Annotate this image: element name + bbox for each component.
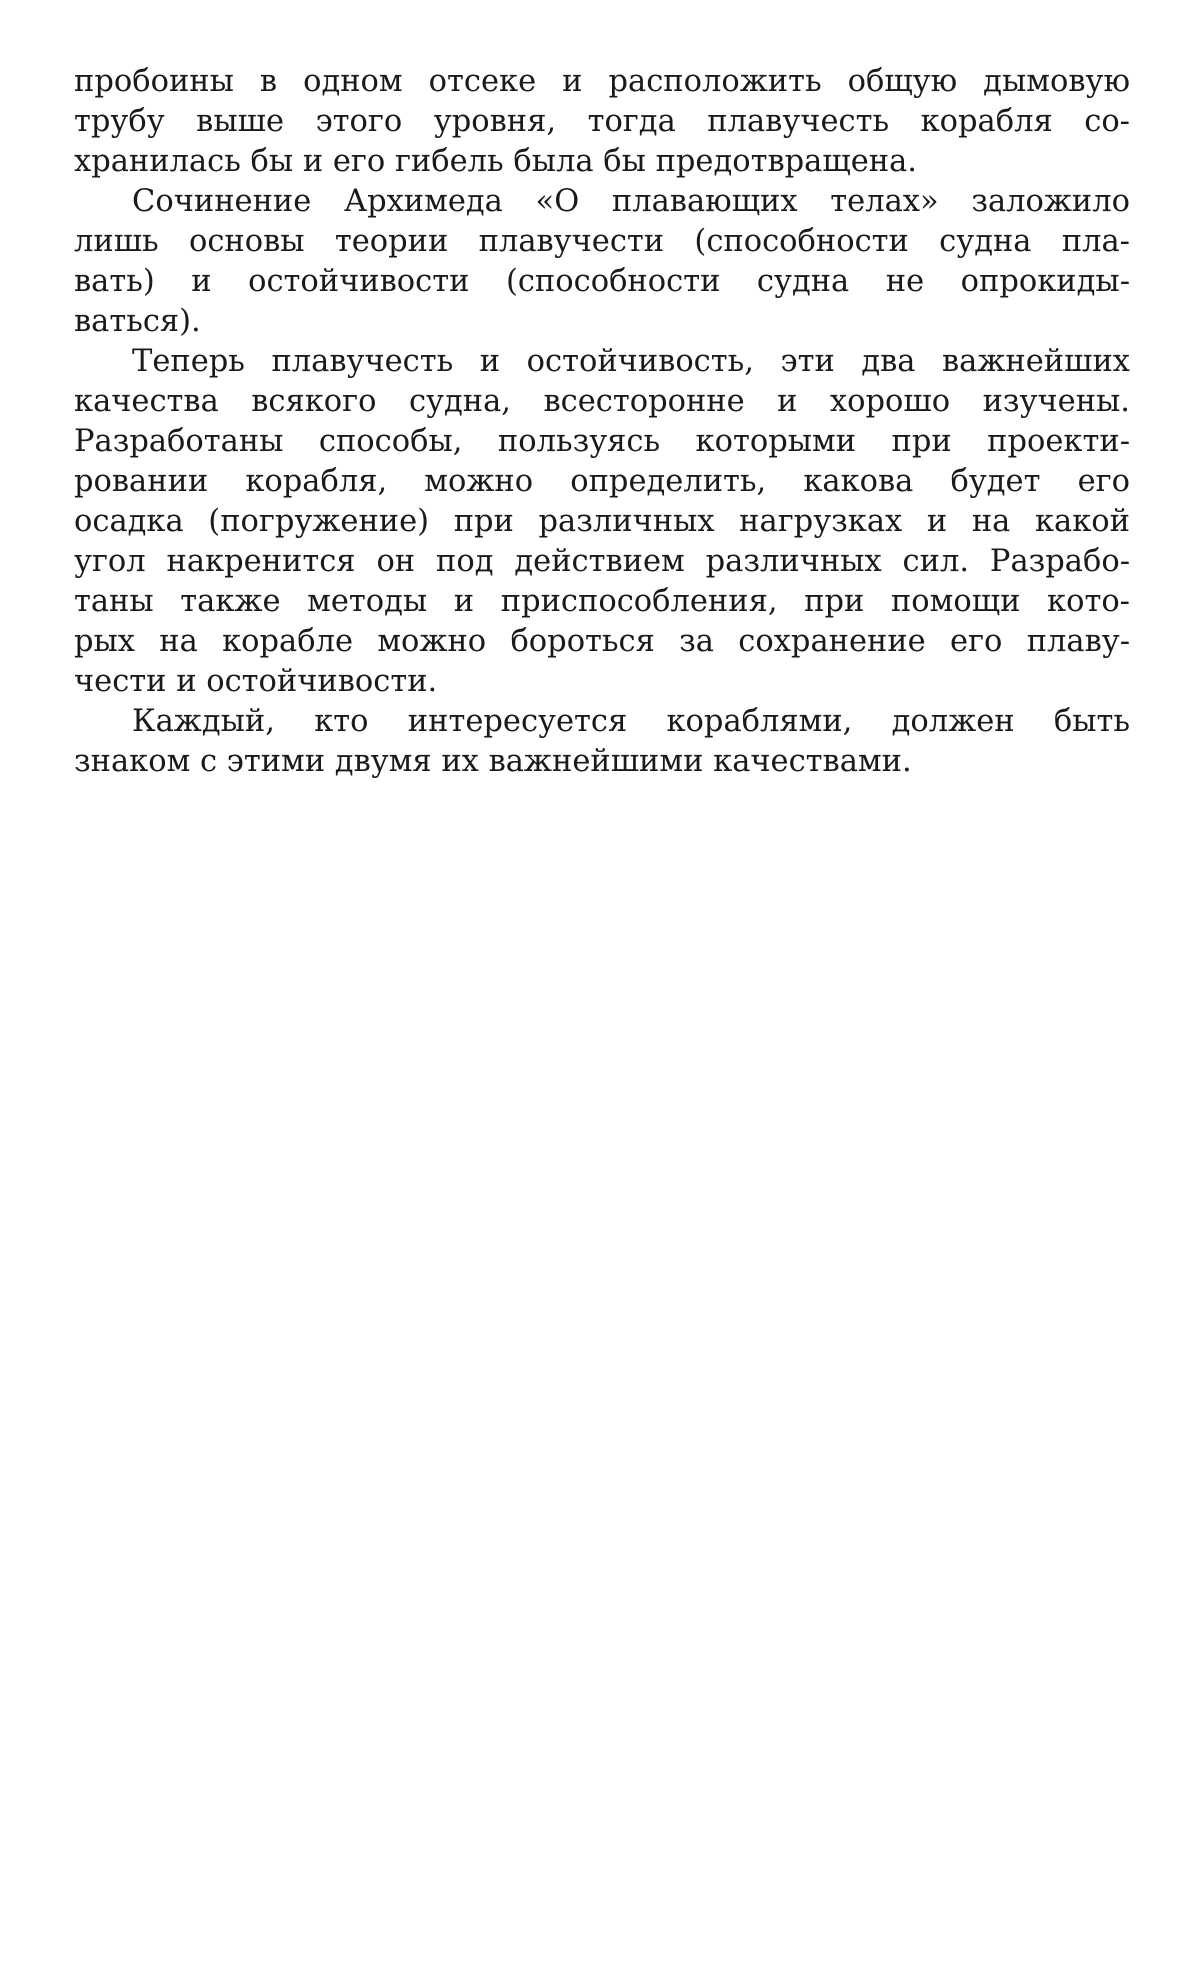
paragraph	[74, 342, 1130, 702]
paragraph	[74, 62, 1130, 182]
text-line: качества всякого судна, всесторонне и хорошо изучены.	[74, 384, 1130, 419]
text-line: чести и остойчивости.	[74, 664, 438, 699]
text-line: пробоины в одном отсеке и расположить общую дымовую	[74, 64, 1130, 99]
text-line: вать) и остойчивости (способности судна не опрокиды-	[74, 264, 1130, 299]
text-line: Разработаны способы, пользуясь которыми при проекти-	[74, 424, 1130, 459]
paragraph	[74, 182, 1130, 342]
text-line: угол накренится он под действием различных сил. Разрабо-	[74, 544, 1130, 579]
paragraph	[74, 702, 1130, 782]
text-line: осадка (погружение) при различных нагрузках и на какой	[74, 504, 1130, 539]
text-line: ваться).	[74, 304, 201, 339]
text-line: хранилась бы и его гибель была бы предотвращена.	[74, 144, 917, 179]
text-line: Сочинение Архимеда «О плавающих телах» заложило	[132, 184, 1130, 219]
text-line: Каждый, кто интересуется кораблями, должен быть	[132, 704, 1130, 739]
text-line: таны также методы и приспособления, при помощи кото-	[74, 584, 1130, 619]
text-line: знаком с этими двумя их важнейшими качествами.	[74, 744, 912, 779]
text-line: Теперь плавучесть и остойчивость, эти два важнейших	[132, 344, 1130, 379]
page-text	[74, 62, 1130, 782]
text-line: рых на корабле можно бороться за сохранение его плаву-	[74, 624, 1130, 659]
text-line: лишь основы теории плавучести (способности судна пла-	[74, 224, 1130, 259]
text-line: ровании корабля, можно определить, какова будет его	[74, 464, 1130, 499]
text-line: трубу выше этого уровня, тогда плавучесть корабля со-	[74, 104, 1130, 139]
